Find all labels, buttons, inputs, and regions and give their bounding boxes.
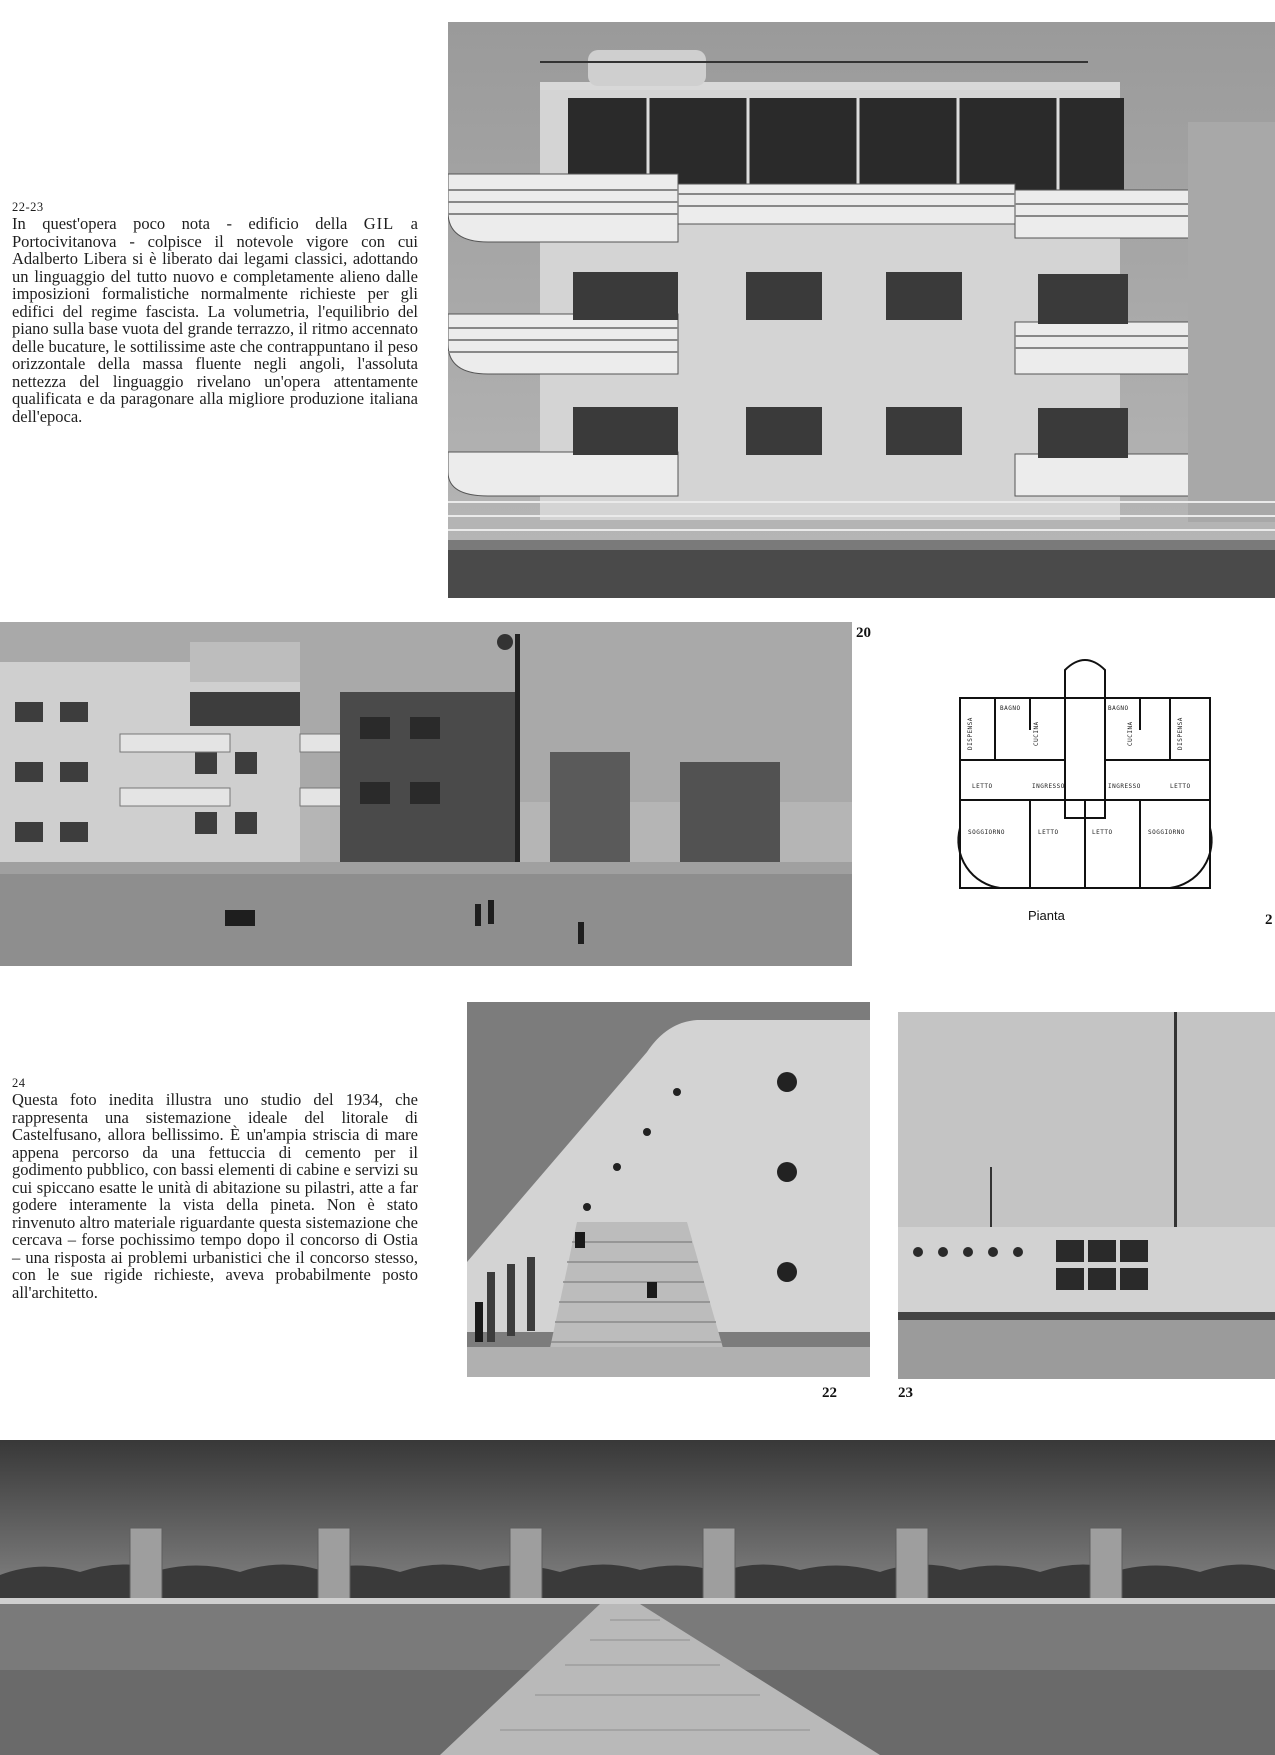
room-label-ingresso: INGRESSO	[1032, 783, 1065, 790]
room-label-soggiorno: SOGGIORNO	[968, 829, 1006, 836]
figure-number-20: 20	[856, 625, 871, 641]
room-label-cucina-right: CUCINA	[1127, 721, 1134, 746]
photo-street-villas	[0, 622, 852, 966]
figure-number-22: 22	[822, 1385, 837, 1401]
photo-gil-building-facade	[448, 22, 1275, 598]
caption-22-23	[12, 200, 418, 425]
caption-24	[12, 1076, 418, 1301]
caption-text: Questa foto inedita illustra uno studio del 1934, che rappresenta una sistemazione ideale del litorale di Castelfusano, allora bellissimo. È un'ampia striscia di mare appena percorso da una fettuccia di cemento per il godimento pubblico, con bassi elementi di cabine e servizi su cui spiccano esatte le unità di abitazione su pilastri, atte a far godere interamente la vista della pineta. Non è stato rinvenuto altro materiale riguardante questa sistemazione che cercava – forse pochissimo tempo dopo il concorso di Ostia – una risposta ai problemi urbanistici che il concorso stesso, con le sue rigide richieste, aveva probabilmente posto all'architetto.	[12, 1090, 418, 1302]
caption-text-start: In quest'opera poco nota - edificio della	[12, 214, 364, 233]
room-label-bagno: BAGNO	[1000, 705, 1021, 712]
caption-text-end: a Portocivitanova - colpisce il notevole vigore con cui Adalberto Libera si è liberato dai legami classici, adottando un linguaggio del tutto nuovo e completamente alieno dalle imposizioni formalistiche normalmente richieste per gli edifici del regime fascista. La volumetria, l'equilibrio del piano sulla base vuota del grande terrazzo, il ritmo accennato delle bucature, le sottilissime aste che contrappuntano il peso orizzontale della massa fluente negli angoli, l'assoluta nettezza del linguaggio rivelano un'opera attentamente qualificata e da paragonare alla migliore produzione italiana dell'epoca.	[12, 214, 419, 426]
room-label-dispensa-right: DISPENSA	[1177, 717, 1184, 750]
room-label-letto-2: LETTO	[1170, 783, 1191, 790]
room-label-soggiorno-right: SOGGIORNO	[1148, 829, 1186, 836]
photo-curved-wall-staircase	[467, 1002, 870, 1377]
room-label-letto-3: LETTO	[1038, 829, 1059, 836]
photo-long-building-flagpole	[898, 1012, 1275, 1379]
caption-number: 22-23	[12, 200, 44, 214]
room-label-ingresso-right: INGRESSO	[1108, 783, 1141, 790]
room-label-letto-1: LETTO	[972, 783, 993, 790]
room-label-dispensa: DISPENSA	[967, 717, 974, 750]
room-label-cucina: CUCINA	[1033, 721, 1040, 746]
room-label-bagno-right: BAGNO	[1108, 705, 1129, 712]
plan-label: Pianta	[1028, 908, 1065, 923]
caption-acronym: GIL	[363, 214, 395, 233]
photo-castelfusano-coast-model	[0, 1440, 1275, 1755]
floor-plan-drawing	[920, 650, 1220, 920]
figure-number-21: 2	[1265, 912, 1273, 928]
figure-number-23: 23	[898, 1385, 913, 1401]
caption-number: 24	[12, 1076, 26, 1090]
room-label-letto-4: LETTO	[1092, 829, 1113, 836]
